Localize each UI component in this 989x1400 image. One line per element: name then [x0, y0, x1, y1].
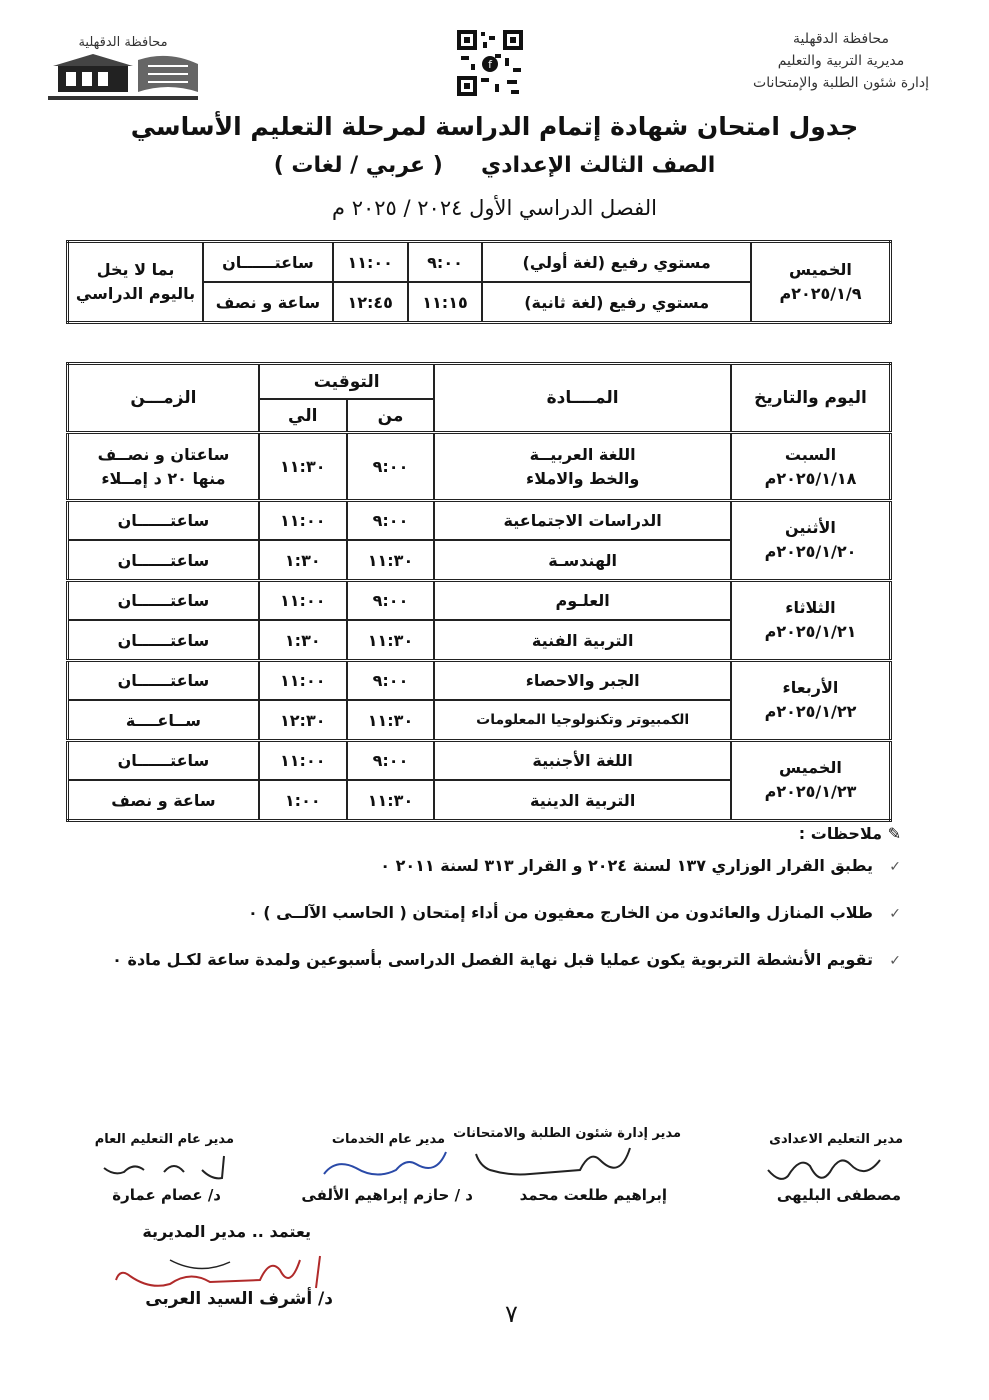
to-cell: ١:٣٠	[259, 540, 347, 580]
note-item	[380, 856, 901, 875]
to-cell: ١١:٠٠	[259, 660, 347, 700]
to-cell: ١١:٠٠	[259, 740, 347, 780]
to-cell: ١١:٠٠	[259, 500, 347, 540]
from-cell: ٩:٠٠	[347, 433, 435, 500]
day-name: الخميس	[779, 758, 842, 778]
signature-mark	[470, 1140, 640, 1188]
from-cell: ١١:١٥	[408, 282, 483, 323]
note-text: طلاب المنازل والعائدون من الخارج معفيون من أداء إمتحان ( الحاسب الآلــى ) ٠	[247, 903, 873, 922]
subject-cell: الجبر والاحصاء	[434, 660, 731, 700]
day-date: ٢٠٢٥/١/٢١م	[764, 622, 857, 642]
duration-cell: ســاعــــة	[68, 700, 259, 740]
notes-title	[799, 824, 901, 843]
header-timing: التوقيت	[259, 364, 434, 400]
day-name: السبت	[784, 444, 837, 464]
to-cell: ١٢:٤٥	[333, 282, 408, 323]
subject-cell: اللغة الأجنبية	[434, 740, 731, 780]
note-text: يطبق القرار الوزاري ١٣٧ لسنة ٢٠٢٤ و القرار ٣١٣ لسنة ٢٠١١ ٠	[380, 856, 873, 875]
duration-cell	[68, 433, 259, 500]
note-item	[248, 903, 901, 922]
duration-cell: ساعة و نصف	[68, 780, 259, 820]
languages-day-cell	[751, 242, 891, 323]
note-item	[112, 950, 901, 969]
subject-cell: الهندسـة	[434, 540, 731, 580]
from-cell: ٩:٠٠	[347, 740, 435, 780]
signature-name: د / حازم إبراهيم الألفى	[301, 1186, 473, 1204]
duration-cell: ساعتــــــان	[203, 242, 333, 283]
exam-schedule-table	[66, 362, 892, 822]
signature-title: مدير عام الخدمات	[331, 1132, 445, 1147]
subject-cell: العلـوم	[434, 580, 731, 620]
term-label: الفصل الدراسي الأول ٢٠٢٤ / ٢٠٢٥ م	[332, 196, 657, 220]
from-cell: ٩:٠٠	[347, 580, 435, 620]
signature-name: إبراهيم طلعت محمد	[519, 1186, 667, 1204]
governorate-logo	[38, 30, 208, 112]
from-cell: ١١:٣٠	[347, 540, 435, 580]
languages-note-cell	[68, 242, 204, 323]
day-cell	[731, 740, 891, 820]
subject-cell: التربية الفنية	[434, 620, 731, 660]
signature-name: د/ عصام عمارة	[112, 1186, 221, 1204]
checkmark-icon: ✓	[889, 906, 901, 922]
duration-cell: ساعتــــــان	[68, 740, 259, 780]
from-cell: ١١:٣٠	[347, 700, 435, 740]
day-cell	[731, 500, 891, 580]
header-to: الي	[259, 399, 347, 433]
to-cell: ١١:٣٠	[259, 433, 347, 500]
from-cell: ١١:٣٠	[347, 620, 435, 660]
to-cell: ١:٣٠	[259, 620, 347, 660]
day-name: الثلاثاء	[785, 598, 836, 618]
note-line: باليوم الدراسي	[75, 284, 196, 303]
to-cell: ١٢:٣٠	[259, 700, 347, 740]
signature-name: مصطفى البليهى	[776, 1186, 901, 1204]
from-cell: ١١:٣٠	[347, 780, 435, 820]
subject-cell: الدراسات الاجتماعية	[434, 500, 731, 540]
checkmark-icon: ✓	[889, 859, 901, 875]
signature-title: مدير التعليم الاعدادى	[769, 1132, 903, 1147]
day-cell	[731, 660, 891, 740]
qr-code-icon	[455, 28, 525, 98]
duration-cell: ساعتــــــان	[68, 580, 259, 620]
day-date: ٢٠٢٥/١/٢٠م	[764, 542, 857, 562]
pencil-icon: ✎	[887, 824, 901, 843]
day-date: ٢٠٢٥/١/٢٢م	[764, 702, 857, 722]
day-date: ٢٠٢٥/١/٩م	[779, 284, 862, 303]
duration-cell: ساعتــــــان	[68, 540, 259, 580]
approval-title: يعتمد .. مدير المديرية	[142, 1222, 311, 1241]
note-text: تقويم الأنشطة التربوية يكون عمليا قبل نهاية الفصل الدراسى بأسبوعين ولمدة ساعة لكـل مادة ٠	[112, 950, 873, 969]
duration-cell: ساعة و نصف	[203, 282, 333, 323]
subject-cell: مستوي رفيع (لغة أولي)	[482, 242, 751, 283]
duration-cell: ساعتــــــان	[68, 620, 259, 660]
subject-cell	[434, 433, 731, 500]
svg-text:محافظة الدقهلية: محافظة الدقهلية	[78, 35, 168, 50]
day-name: الأربعاء	[782, 678, 839, 698]
subject-cell: مستوي رفيع (لغة ثانية)	[482, 282, 751, 323]
header-subject: المــــادة	[434, 364, 731, 433]
checkmark-icon: ✓	[889, 953, 901, 969]
day-cell	[731, 580, 891, 660]
grade-title	[0, 153, 989, 178]
track-label: ( عربي / لغات )	[273, 153, 443, 178]
from-cell: ٩:٠٠	[347, 500, 435, 540]
subject-line: والخط والاملاء	[526, 468, 640, 488]
notes-title-text: ملاحظات :	[798, 824, 883, 843]
from-cell: ٩:٠٠	[347, 660, 435, 700]
to-cell: ١١:٠٠	[259, 580, 347, 620]
languages-exam-table	[66, 240, 892, 324]
from-cell: ٩:٠٠	[408, 242, 483, 283]
duration-cell: ساعتــــــان	[68, 660, 259, 700]
duration-cell: ساعتــــــان	[68, 500, 259, 540]
to-cell: ١١:٠٠	[333, 242, 408, 283]
subject-line: اللغة العربيــة	[529, 444, 636, 464]
duration-line: منها ٢٠ د إمــلاء	[101, 468, 226, 488]
header-day: اليوم والتاريخ	[731, 364, 891, 433]
duration-line: ساعتان و نصــف	[97, 444, 230, 464]
subject-cell: الكمبيوتر وتكنولوجيا المعلومات	[434, 700, 731, 740]
approval-name: د/ أشرف السيد العربى	[145, 1289, 333, 1309]
header-department: إدارة شئون الطلبة والإمتحانات	[753, 75, 929, 91]
day-date: ٢٠٢٥/١/٢٣م	[764, 782, 857, 802]
header-governorate: محافظة الدقهلية	[793, 31, 889, 47]
header-directorate: مديرية التربية والتعليم	[777, 53, 905, 69]
signature-title: مدير عام التعليم العام	[94, 1132, 234, 1147]
header-from: من	[347, 399, 435, 433]
signature-mark	[316, 1146, 456, 1186]
signature-mark	[760, 1150, 890, 1190]
document-title: جدول امتحان شهادة إتمام الدراسة لمرحلة التعليم الأساسي	[130, 112, 859, 141]
day-name: الخميس	[789, 260, 852, 279]
header-directorate-block	[741, 28, 941, 94]
signature-title: مدير إدارة شئون الطلبة والامتحانات	[453, 1126, 681, 1141]
day-cell	[731, 433, 891, 500]
grade-label: الصف الثالث الإعدادي	[481, 153, 716, 178]
to-cell: ١:٠٠	[259, 780, 347, 820]
note-line: بما لا يخل	[96, 260, 175, 279]
header-duration: الزمـــن	[68, 364, 259, 433]
svg-text:f: f	[488, 58, 492, 71]
day-name: الأثنين	[785, 518, 836, 538]
day-date: ٢٠٢٥/١/١٨م	[764, 468, 857, 488]
subject-cell: التربية الدينية	[434, 780, 731, 820]
signature-mark	[84, 1150, 234, 1186]
page-number: ٧	[505, 1300, 518, 1328]
